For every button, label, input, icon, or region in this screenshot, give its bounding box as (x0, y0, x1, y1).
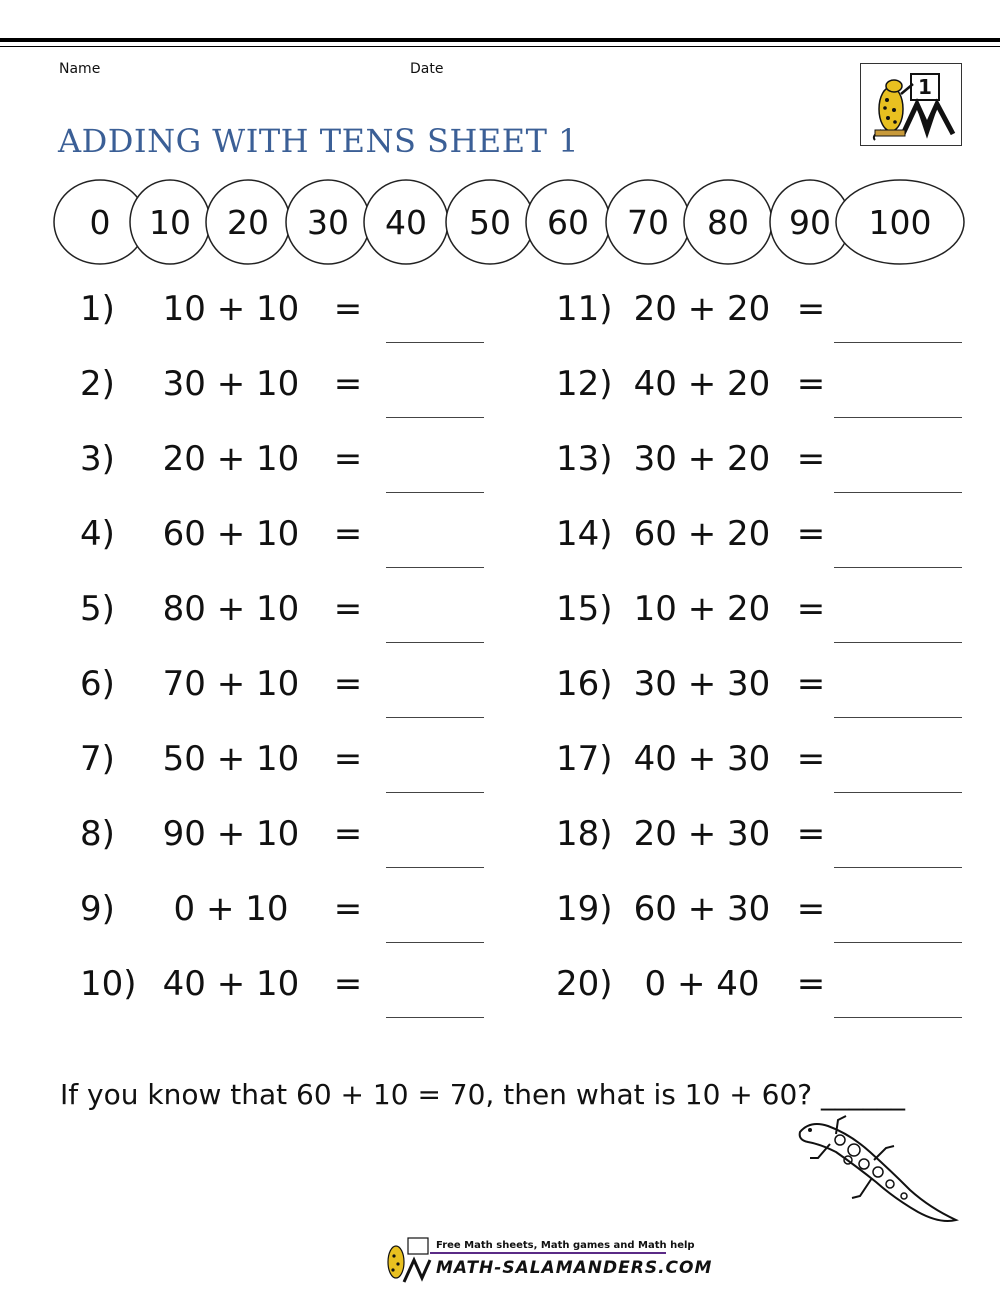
question-number: 3) (80, 439, 115, 479)
number-line-value: 70 (627, 203, 669, 242)
number-line-value: 0 (89, 203, 111, 242)
question-number: 17) (556, 739, 613, 779)
question-expression: 40 + 10 (162, 964, 300, 1004)
footer-tagline: Free Math sheets, Math games and Math help (436, 1240, 695, 1251)
answer-blank[interactable] (834, 1017, 962, 1018)
number-line-value: 100 (868, 203, 932, 242)
question-expression: 70 + 10 (162, 664, 300, 704)
question-number: 15) (556, 589, 613, 629)
equals-sign: = (333, 964, 363, 1004)
answer-blank[interactable] (386, 867, 484, 868)
answer-blank[interactable] (834, 567, 962, 568)
equals-sign: = (796, 289, 826, 329)
question-number: 18) (556, 814, 613, 854)
equals-sign: = (333, 814, 363, 854)
answer-blank[interactable] (834, 642, 962, 643)
question-expression: 10 + 10 (162, 289, 300, 329)
answer-blank[interactable] (386, 567, 484, 568)
equals-sign: = (333, 589, 363, 629)
question-expression: 30 + 20 (633, 439, 771, 479)
answer-blank[interactable] (834, 792, 962, 793)
equals-sign: = (796, 814, 826, 854)
question-number: 14) (556, 514, 613, 554)
equals-sign: = (796, 364, 826, 404)
answer-blank[interactable] (834, 717, 962, 718)
question-number: 2) (80, 364, 115, 404)
equals-sign: = (796, 664, 826, 704)
question-expression: 90 + 10 (162, 814, 300, 854)
question-number: 19) (556, 889, 613, 929)
question-expression: 60 + 20 (633, 514, 771, 554)
equals-sign: = (796, 739, 826, 779)
question-number: 8) (80, 814, 115, 854)
question-expression: 20 + 20 (633, 289, 771, 329)
equals-sign: = (796, 439, 826, 479)
answer-blank[interactable] (386, 492, 484, 493)
question-number: 7) (80, 739, 115, 779)
answer-blank[interactable] (386, 417, 484, 418)
footer-rule (430, 1252, 666, 1254)
question-number: 5) (80, 589, 115, 629)
equals-sign: = (333, 664, 363, 704)
equals-sign: = (333, 889, 363, 929)
page-title: ADDING WITH TENS SHEET 1 (58, 122, 579, 160)
equals-sign: = (333, 289, 363, 329)
question-expression: 50 + 10 (162, 739, 300, 779)
question-expression: 30 + 10 (162, 364, 300, 404)
question-expression: 40 + 20 (633, 364, 771, 404)
salamander-illustration-icon (790, 1112, 965, 1232)
date-label: Date (410, 61, 444, 77)
equals-sign: = (796, 589, 826, 629)
number-line-value: 40 (385, 203, 427, 242)
answer-blank[interactable] (834, 492, 962, 493)
answer-blank[interactable] (834, 942, 962, 943)
number-line-value: 10 (149, 203, 191, 242)
question-expression: 40 + 30 (633, 739, 771, 779)
question-number: 10) (80, 964, 137, 1004)
number-line-value: 50 (469, 203, 511, 242)
number-line (0, 0, 1000, 280)
question-number: 9) (80, 889, 115, 929)
question-expression: 0 + 40 (644, 964, 760, 1004)
equals-sign: = (333, 439, 363, 479)
name-label: Name (59, 61, 101, 77)
answer-blank[interactable] (386, 717, 484, 718)
question-number: 12) (556, 364, 613, 404)
question-expression: 20 + 10 (162, 439, 300, 479)
question-number: 1) (80, 289, 115, 329)
question-number: 20) (556, 964, 613, 1004)
number-line-value: 90 (789, 203, 831, 242)
answer-blank[interactable] (834, 867, 962, 868)
question-expression: 80 + 10 (162, 589, 300, 629)
question-expression: 30 + 30 (633, 664, 771, 704)
answer-blank[interactable] (386, 1017, 484, 1018)
number-line-value: 20 (227, 203, 269, 242)
equals-sign: = (796, 514, 826, 554)
equals-sign: = (796, 964, 826, 1004)
equals-sign: = (796, 889, 826, 929)
question-expression: 60 + 10 (162, 514, 300, 554)
answer-blank[interactable] (386, 342, 484, 343)
question-number: 11) (556, 289, 613, 329)
question-number: 4) (80, 514, 115, 554)
footer-logo-icon (380, 1234, 432, 1284)
number-line-value: 30 (307, 203, 349, 242)
answer-blank[interactable] (834, 417, 962, 418)
question-expression: 60 + 30 (633, 889, 771, 929)
bonus-question: If you know that 60 + 10 = 70, then what is 10 + 60? ______ (60, 1078, 906, 1111)
svg-text:1: 1 (918, 75, 932, 99)
number-line-value: 80 (707, 203, 749, 242)
question-expression: 0 + 10 (173, 889, 289, 929)
question-number: 6) (80, 664, 115, 704)
answer-blank[interactable] (386, 792, 484, 793)
answer-blank[interactable] (386, 642, 484, 643)
question-number: 16) (556, 664, 613, 704)
number-line-value: 60 (547, 203, 589, 242)
question-expression: 20 + 30 (633, 814, 771, 854)
equals-sign: = (333, 739, 363, 779)
question-expression: 10 + 20 (633, 589, 771, 629)
footer-site-link[interactable]: MATH-SALAMANDERS.COM (436, 1258, 713, 1278)
answer-blank[interactable] (386, 942, 484, 943)
answer-blank[interactable] (834, 342, 962, 343)
equals-sign: = (333, 514, 363, 554)
question-number: 13) (556, 439, 613, 479)
equals-sign: = (333, 364, 363, 404)
